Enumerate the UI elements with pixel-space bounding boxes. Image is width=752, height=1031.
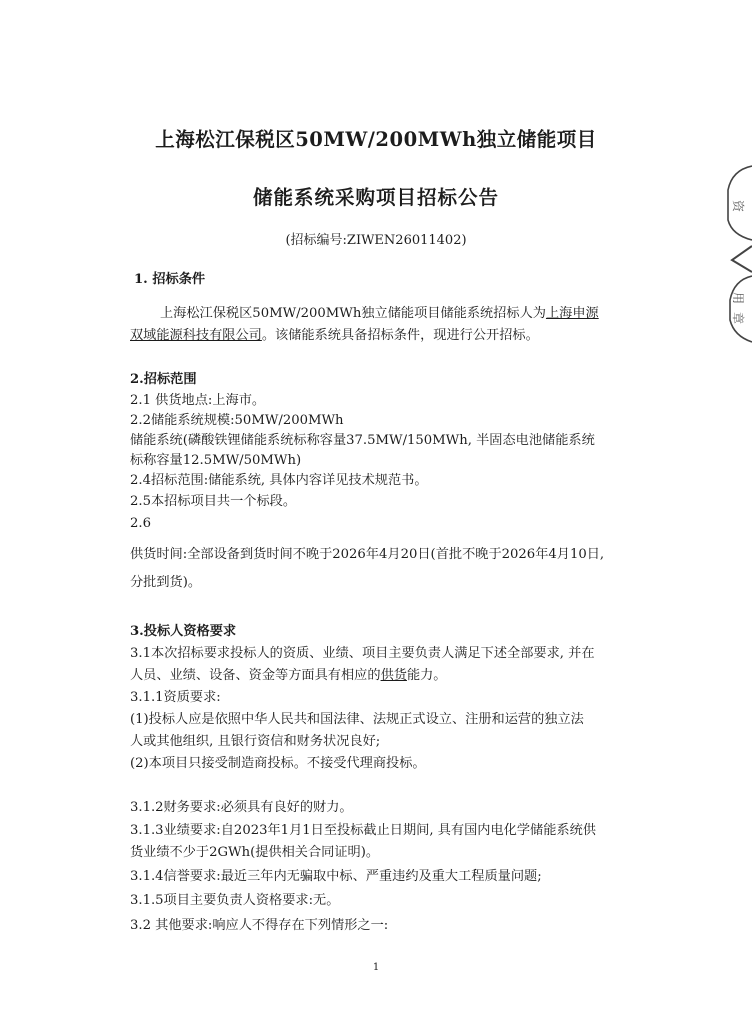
item-2-4: 2.4招标范围:储能系统, 具体内容详见技术规范书。: [130, 473, 428, 488]
seal-stamp-fragment: [722, 160, 752, 350]
page-number: 1: [372, 962, 380, 973]
document-title-line1: 上海松江保税区50MW/200MWh独立储能项目: [155, 128, 597, 151]
item-3-1-3-line1: 3.1.3业绩要求:自2023年1月1日至投标截止日期间, 具有国内电化学储能系统供: [130, 823, 596, 838]
section1-text-end: 。该储能系统具备招标条件，现进行公开招标。: [261, 328, 539, 343]
item-2-2-detail-line2: 标称容量12.5MW/50MWh): [130, 453, 302, 468]
section1-paragraph-line1: [160, 302, 599, 321]
document-title-line2: 储能系统采购项目招标公告: [252, 186, 499, 209]
section1-heading: 1. 招标条件: [134, 272, 206, 287]
item-2-2: 2.2储能系统规模:50MW/200MWh: [130, 413, 344, 428]
item-3-1-2: 3.1.2财务要求:必须具有良好的财力。: [130, 800, 353, 815]
item-3-1-text-end: 能力。: [406, 668, 447, 683]
delivery-time-line1: 供货时间:全部设备到货时间不晚于2026年4月20日(首批不晚于2026年4月10日,: [130, 547, 605, 562]
item-2-6: 2.6: [130, 516, 151, 531]
qualification-1-line1: (1)投标人应是依照中华人民共和国法律、法规正式设立、注册和运营的独立法: [130, 712, 584, 727]
item-3-1-text: 人员、业绩、设备、资金等方面具有相应的: [130, 668, 381, 683]
delivery-time-line2: 分批到货)。: [130, 575, 202, 590]
item-3-1-1: 3.1.1资质要求:: [130, 690, 221, 705]
item-3-1-line1: 3.1本次招标要求投标人的资质、业绩、项目主要负责人满足下述全部要求, 并在: [130, 646, 595, 661]
item-3-1-underlined: 供货: [380, 668, 407, 683]
item-2-5: 2.5本招标项目共一个标段。: [130, 494, 297, 509]
tenderer-name-part2: 双域能源科技有限公司: [130, 328, 262, 343]
section1-paragraph-line2: [130, 324, 539, 343]
item-3-1-line2: [130, 664, 447, 683]
section3-heading: 3.投标人资格要求: [130, 624, 237, 639]
qualification-1-line2: 人或其他组织, 且银行资信和财务状况良好;: [130, 734, 381, 749]
svg-text:资: 资: [731, 200, 745, 213]
section1-text: 上海松江保税区50MW/200MWh独立储能项目储能系统招标人为: [160, 306, 546, 321]
qualification-2: (2)本项目只接受制造商投标。不接受代理商投标。: [130, 756, 426, 771]
item-3-1-3-line2: 货业绩不少于2GWh(提供相关合同证明)。: [130, 845, 380, 860]
svg-text:用: 用: [731, 292, 745, 305]
item-3-1-4: 3.1.4信誉要求:最近三年内无骗取中标、严重违约及重大工程质量问题;: [130, 869, 542, 884]
tender-number: (招标编号:ZIWEN26011402): [285, 233, 467, 248]
item-2-1: 2.1 供货地点:上海市。: [130, 393, 266, 408]
svg-text:章: 章: [731, 312, 745, 325]
section2-heading: 2.招标范围: [130, 372, 197, 387]
item-3-2: 3.2 其他要求:响应人不得存在下列情形之一:: [130, 918, 389, 933]
tenderer-name-part1: 上海申源: [545, 306, 599, 321]
item-2-2-detail-line1: 储能系统(磷酸铁锂储能系统标称容量37.5MW/150MWh, 半固态电池储能系统: [130, 433, 595, 448]
item-3-1-5: 3.1.5项目主要负责人资格要求:无。: [130, 893, 340, 908]
